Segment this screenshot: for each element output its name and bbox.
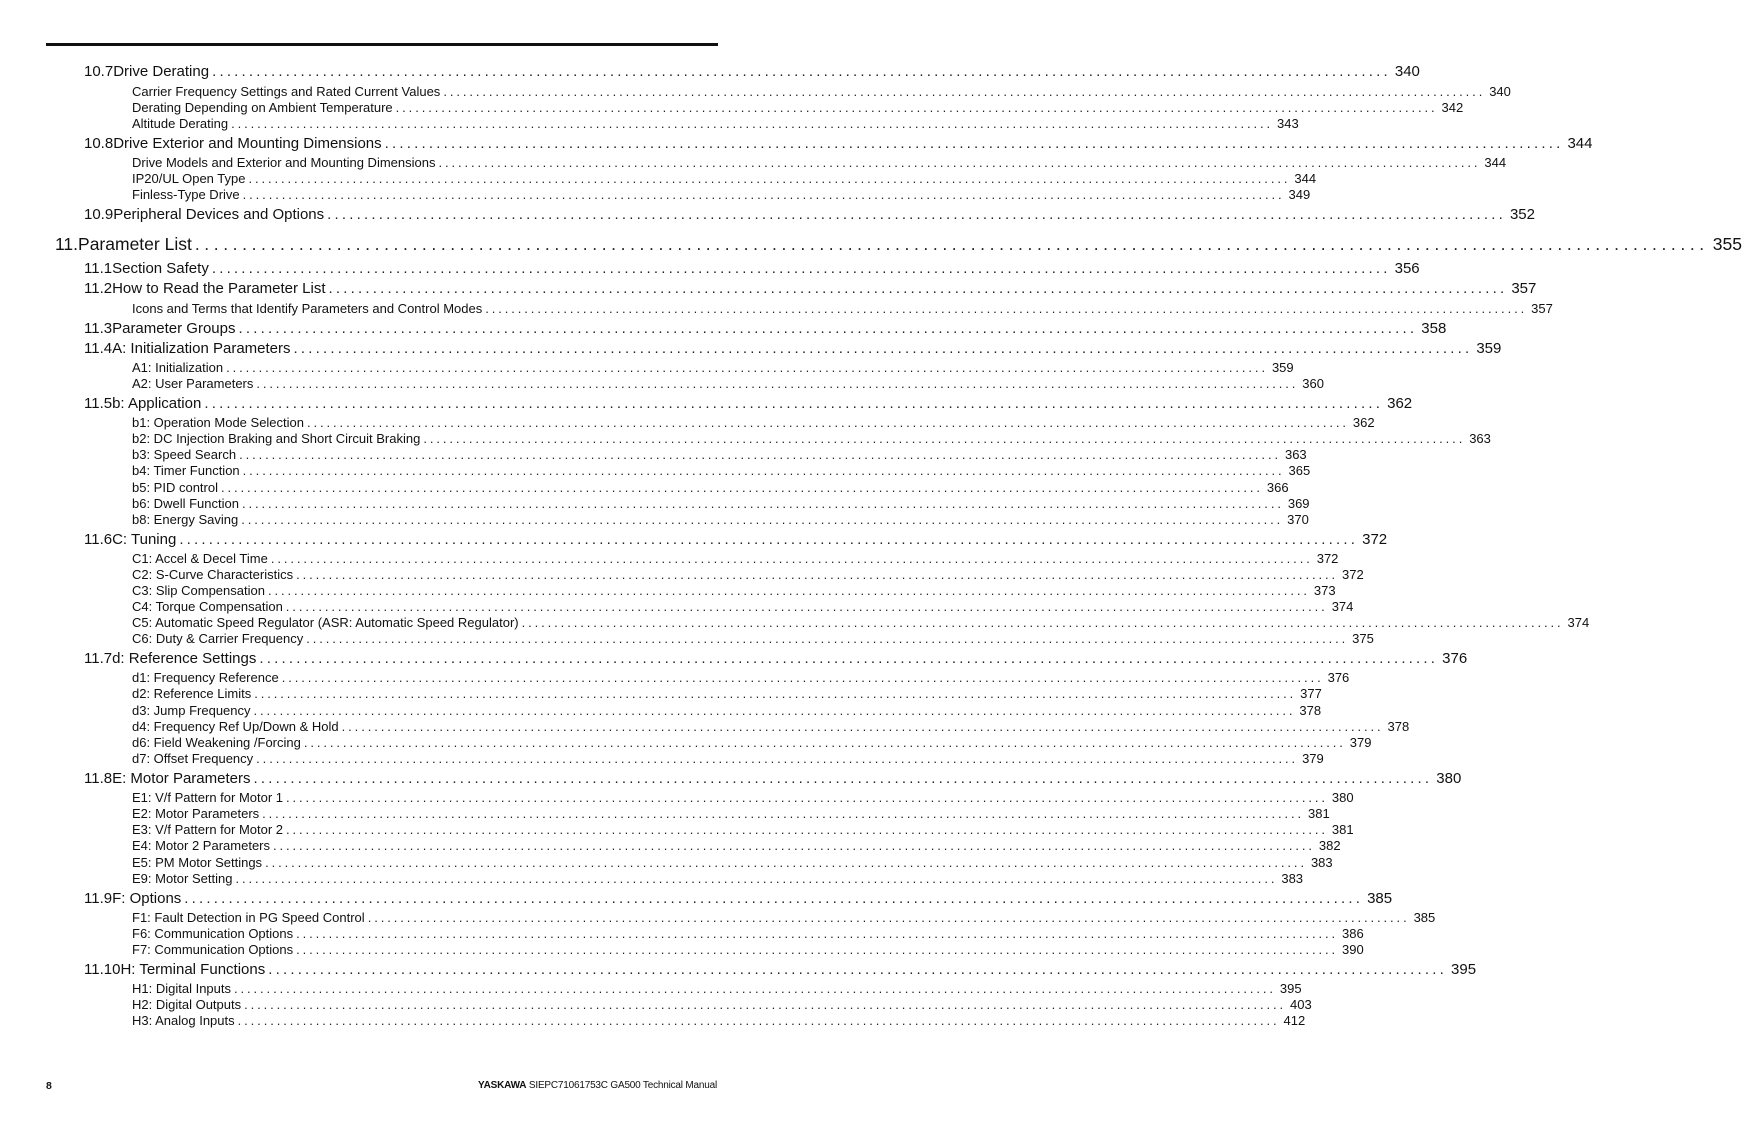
toc-entry-title: Icons and Terms that Identify Parameters and Control Modes [132, 301, 483, 316]
toc-entry-number: 10.9 [84, 206, 114, 223]
toc-entry-title: How to Read the Parameter List [112, 280, 326, 297]
toc-entry-section[interactable] [84, 260, 1420, 277]
toc-entry-page: 360 [1302, 376, 1324, 391]
toc-entry-sub[interactable] [132, 838, 1341, 853]
dot-leader: ................................................................................................................................................................ [253, 703, 1296, 718]
toc-entry-title: C2: S-Curve Characteristics [132, 567, 294, 582]
dot-leader: ................................................................................................................................................................ [384, 135, 1564, 152]
toc-entry-sub[interactable] [132, 926, 1364, 941]
toc-entry-sub[interactable] [132, 567, 1364, 582]
dot-leader: ................................................................................................................................................................ [521, 615, 1564, 630]
toc-entry-page: 352 [1509, 206, 1535, 223]
toc-entry-page: 374 [1331, 599, 1354, 614]
dot-leader: ................................................................................................................................................................ [253, 770, 1433, 787]
toc-entry-number: 11.8 [84, 770, 113, 787]
toc-entry-page: 362 [1387, 395, 1413, 412]
toc-entry-number: 11. [55, 234, 79, 254]
toc-entry-number: 11.4 [84, 340, 113, 357]
toc-entry-page: 375 [1352, 631, 1374, 646]
toc-entry-sub[interactable] [132, 480, 1289, 495]
toc-entry-page: 357 [1531, 301, 1553, 316]
toc-entry-page: 381 [1308, 806, 1330, 821]
dot-leader: ................................................................................................................................................................ [262, 806, 1305, 821]
dot-leader: ................................................................................................................................................................ [212, 63, 1391, 80]
dot-leader: ................................................................................................................................................................ [244, 997, 1286, 1012]
toc-entry-section[interactable] [84, 531, 1388, 548]
toc-entry-title: E5: PM Motor Settings [132, 855, 263, 870]
toc-entry-sub[interactable] [132, 1013, 1306, 1028]
toc-entry-title: Drive Derating [113, 63, 210, 80]
toc-entry-page: 377 [1300, 686, 1322, 701]
toc-entry-page: 383 [1310, 855, 1333, 870]
toc-entry-section[interactable] [84, 890, 1393, 907]
toc-entry-page: 344 [1484, 155, 1507, 170]
dot-leader: ................................................................................................................................................................ [296, 567, 1338, 582]
dot-leader: ................................................................................................................................................................ [237, 1013, 1280, 1028]
dot-leader: ................................................................................................................................................................ [485, 301, 1528, 316]
toc-entry-title: d: Reference Settings [112, 650, 257, 667]
toc-entry-sub[interactable] [132, 599, 1354, 614]
toc-entry-title: b4: Timer Function [132, 463, 240, 478]
toc-entry-title: b3: Speed Search [132, 447, 237, 462]
dot-leader: ................................................................................................................................................................ [423, 431, 1466, 446]
dot-leader: ................................................................................................................................................................ [281, 670, 1324, 685]
toc-entry-title: b2: DC Injection Braking and Short Circuit Braking [132, 431, 421, 446]
top-rule [46, 43, 718, 46]
toc-entry-title: F6: Communication Options [132, 926, 294, 941]
toc-entry-section[interactable] [84, 770, 1462, 787]
toc-entry-title: Drive Exterior and Mounting Dimensions [113, 135, 382, 152]
toc-entry-page: 365 [1288, 463, 1311, 478]
toc-entry-sub[interactable] [132, 360, 1294, 375]
toc-entry-sub[interactable] [132, 855, 1333, 870]
toc-entry-title: E: Motor Parameters [112, 770, 251, 787]
toc-entry-title: Parameter Groups [112, 320, 236, 337]
dot-leader: ................................................................................................................................................................ [296, 926, 1339, 941]
toc-entry-page: 343 [1277, 116, 1299, 131]
toc-entry-title: C: Tuning [112, 531, 177, 548]
toc-entry-title: H1: Digital Inputs [132, 981, 231, 996]
dot-leader: ................................................................................................................................................................ [328, 280, 1508, 297]
dot-leader: ................................................................................................................................................................ [327, 206, 1506, 223]
toc-entry-section[interactable] [84, 63, 1420, 80]
toc-entry-title: E4: Motor 2 Parameters [132, 838, 270, 853]
dot-leader: ................................................................................................................................................................ [256, 751, 1299, 766]
toc-entry-title: d7: Offset Frequency [132, 751, 254, 766]
toc-entry-page: 382 [1318, 838, 1341, 853]
toc-entry-section[interactable] [84, 395, 1413, 412]
toc-entry-title: Parameter List [78, 234, 192, 254]
toc-entry-title: b1: Operation Mode Selection [132, 415, 304, 430]
toc-entry-sub[interactable] [132, 997, 1312, 1012]
toc-entry-title: Section Safety [112, 260, 209, 277]
toc-entry-page: 366 [1266, 480, 1289, 495]
toc-entry-title: b6: Dwell Function [132, 496, 239, 511]
toc-entry-page: 390 [1342, 942, 1364, 957]
toc-entry-title: d1: Frequency Reference [132, 670, 279, 685]
dot-leader: ................................................................................................................................................................ [268, 961, 1448, 978]
toc-entry-page: 376 [1327, 670, 1350, 685]
toc-entry-page: 403 [1290, 997, 1312, 1012]
toc-entry-title: b5: PID control [132, 480, 218, 495]
toc-entry-page: 344 [1294, 171, 1317, 186]
dot-leader: ................................................................................................................................................................ [184, 890, 1364, 907]
toc-entry-sub[interactable] [132, 447, 1307, 462]
toc-entry-page: 374 [1567, 615, 1590, 630]
toc-entry-title: A2: User Parameters [132, 376, 254, 391]
dot-leader: ................................................................................................................................................................ [270, 551, 1313, 566]
dot-leader: ................................................................................................................................................................ [221, 480, 1263, 495]
toc-entry-section[interactable] [84, 135, 1593, 152]
toc-entry-page: 379 [1349, 735, 1372, 750]
toc-entry-page: 380 [1436, 770, 1462, 787]
toc-entry-page: 379 [1302, 751, 1324, 766]
toc-entry-number: 11.1 [84, 260, 113, 277]
toc-entry-page: 395 [1451, 961, 1477, 978]
dot-leader: ................................................................................................................................................................ [306, 631, 1349, 646]
toc-entry-sub[interactable] [132, 790, 1354, 805]
toc-entry-title: b: Application [112, 395, 202, 412]
toc-entry-sub[interactable] [132, 981, 1302, 996]
dot-leader: ................................................................................................................................................................ [438, 155, 1481, 170]
dot-leader: ................................................................................................................................................................ [238, 320, 1418, 337]
toc-entry-sub[interactable] [132, 806, 1330, 821]
toc-entry-sub[interactable] [132, 301, 1553, 316]
toc-entry-section[interactable] [84, 340, 1502, 357]
dot-leader: ................................................................................................................................................................ [267, 583, 1310, 598]
toc-entry-page: 372 [1362, 531, 1388, 548]
toc-entry-page: 376 [1442, 650, 1468, 667]
toc-entry-sub[interactable] [132, 719, 1410, 734]
toc-entry-number: 11.6 [84, 531, 113, 548]
toc-entry-sub[interactable] [132, 100, 1464, 115]
dot-leader: ................................................................................................................................................................ [286, 790, 1328, 805]
page-number: 8 [46, 1080, 52, 1092]
dot-leader: ................................................................................................................................................................ [285, 599, 1328, 614]
toc-entry-number: 11.5 [84, 395, 113, 412]
toc-entry-page: 378 [1299, 703, 1322, 718]
toc-entry-section[interactable] [84, 320, 1447, 337]
toc-entry-chapter[interactable] [55, 234, 1742, 255]
toc-entry-title: Drive Models and Exterior and Mounting Dimensions [132, 155, 436, 170]
dot-leader: ................................................................................................................................................................ [254, 686, 1297, 701]
toc-entry-title: A: Initialization Parameters [112, 340, 291, 357]
dot-leader: ................................................................................................................................................................ [273, 838, 1315, 853]
toc-entry-section[interactable] [84, 961, 1477, 978]
dot-leader: ................................................................................................................................................................ [286, 822, 1328, 837]
toc-entry-page: 363 [1284, 447, 1307, 462]
dot-leader: ................................................................................................................................................................ [395, 100, 1438, 115]
dot-leader: ................................................................................................................................................................ [443, 84, 1486, 99]
toc-entry-sub[interactable] [132, 496, 1310, 511]
toc-entry-page: 380 [1331, 790, 1354, 805]
toc-entry-title: C6: Duty & Carrier Frequency [132, 631, 304, 646]
toc-entry-section[interactable] [84, 650, 1468, 667]
dot-leader: ................................................................................................................................................................ [235, 871, 1278, 886]
toc-entry-page: 363 [1469, 431, 1491, 446]
toc-entry-sub[interactable] [132, 376, 1324, 391]
toc-entry-page: 395 [1279, 981, 1302, 996]
toc-entry-title: A1: Initialization [132, 360, 224, 375]
toc-entry-sub[interactable] [132, 703, 1322, 718]
dot-leader: ................................................................................................................................................................ [296, 942, 1339, 957]
toc-entry-page: 369 [1287, 496, 1310, 511]
toc-entry-page: 358 [1421, 320, 1447, 337]
toc-entry-title: E2: Motor Parameters [132, 806, 260, 821]
toc-entry-page: 349 [1288, 187, 1311, 202]
toc-entry-sub[interactable] [132, 615, 1590, 630]
dot-leader: ................................................................................................................................................................ [234, 981, 1276, 996]
toc-entry-title: b8: Energy Saving [132, 512, 239, 527]
toc-entry-sub[interactable] [132, 670, 1350, 685]
toc-entry-title: Derating Depending on Ambient Temperature [132, 100, 393, 115]
toc-entry-sub[interactable] [132, 551, 1339, 566]
toc-entry-title: Finless-Type Drive [132, 187, 240, 202]
toc-entry-page: 385 [1413, 910, 1436, 925]
toc-entry-sub[interactable] [132, 171, 1317, 186]
toc-entry-title: F1: Fault Detection in PG Speed Control [132, 910, 365, 925]
dot-leader: ................................................................................................................................................................ [259, 650, 1439, 667]
toc-entry-title: d3: Jump Frequency [132, 703, 251, 718]
toc-entry-page: 373 [1313, 583, 1336, 598]
toc-entry-title: E3: V/f Pattern for Motor 2 [132, 822, 284, 837]
toc-entry-number: 10.7 [84, 63, 114, 80]
toc-entry-sub[interactable] [132, 187, 1311, 202]
toc-entry-page: 386 [1342, 926, 1364, 941]
toc-entry-page: 362 [1352, 415, 1375, 430]
toc-entry-title: F: Options [112, 890, 182, 907]
toc-entry-title: H3: Analog Inputs [132, 1013, 235, 1028]
toc-entry-page: 383 [1281, 871, 1304, 886]
toc-entry-page: 372 [1316, 551, 1339, 566]
toc-entry-title: C4: Torque Compensation [132, 599, 283, 614]
manual-id: SIEPC71061753C GA500 Technical Manual [528, 1080, 717, 1091]
toc-entry-title: H2: Digital Outputs [132, 997, 242, 1012]
toc-entry-page: 412 [1283, 1013, 1306, 1028]
toc-entry-sub[interactable] [132, 871, 1304, 886]
toc-entry-sub[interactable] [132, 512, 1309, 527]
dot-leader: ................................................................................................................................................................ [204, 395, 1384, 412]
dot-leader: ................................................................................................................................................................ [241, 496, 1284, 511]
toc-entry-number: 11.10 [84, 961, 121, 978]
toc-entry-page: 372 [1342, 567, 1364, 582]
toc-entry-number: 11.7 [84, 650, 113, 667]
toc-entry-title: E9: Motor Setting [132, 871, 233, 886]
toc-entry-page: 370 [1287, 512, 1309, 527]
dot-leader: ................................................................................................................................................................ [242, 187, 1285, 202]
toc-entry-title: Carrier Frequency Settings and Rated Current Values [132, 84, 441, 99]
toc-entry-title: d4: Frequency Ref Up/Down & Hold [132, 719, 339, 734]
brand-name: YASKAWA [478, 1080, 527, 1091]
dot-leader: ................................................................................................................................................................ [256, 376, 1299, 391]
toc-entry-page: 359 [1271, 360, 1294, 375]
dot-leader: ................................................................................................................................................................ [367, 910, 1410, 925]
toc-entry-title: d2: Reference Limits [132, 686, 252, 701]
dot-leader: ................................................................................................................................................................ [307, 415, 1349, 430]
toc-entry-title: Altitude Derating [132, 116, 229, 131]
toc-entry-sub[interactable] [132, 822, 1354, 837]
toc-entry-title: Peripheral Devices and Options [113, 206, 325, 223]
dot-leader: ................................................................................................................................................................ [239, 447, 1281, 462]
toc-entry-page: 342 [1441, 100, 1464, 115]
toc-entry-title: H: Terminal Functions [120, 961, 266, 978]
toc-entry-title: C5: Automatic Speed Regulator (ASR: Automatic Speed Regulator) [132, 615, 519, 630]
toc-entry-sub[interactable] [132, 155, 1507, 170]
toc-entry-sub[interactable] [132, 631, 1374, 646]
toc-entry-sub[interactable] [132, 942, 1364, 957]
toc-entry-title: C1: Accel & Decel Time [132, 551, 268, 566]
toc-entry-number: 11.2 [84, 280, 113, 297]
footer-manual-title [478, 1080, 717, 1091]
dot-leader: ................................................................................................................................................................ [293, 340, 1473, 357]
toc-entry-page: 340 [1489, 84, 1511, 99]
toc-entry-page: 385 [1367, 890, 1393, 907]
dot-leader: ................................................................................................................................................................ [248, 171, 1291, 186]
toc-entry-page: 357 [1511, 280, 1537, 297]
toc-entry-sub[interactable] [132, 751, 1324, 766]
dot-leader: ................................................................................................................................................................ [231, 116, 1274, 131]
toc-entry-page: 359 [1476, 340, 1502, 357]
toc-entry-sub[interactable] [132, 735, 1372, 750]
toc-entry-page: 378 [1387, 719, 1410, 734]
dot-leader: ................................................................................................................................................................ [179, 531, 1359, 548]
dot-leader: ................................................................................................................................................................ [242, 463, 1285, 478]
toc-entry-page: 355 [1712, 234, 1742, 254]
toc-entry-title: F7: Communication Options [132, 942, 294, 957]
toc-entry-section[interactable] [84, 206, 1535, 223]
toc-entry-title: E1: V/f Pattern for Motor 1 [132, 790, 284, 805]
dot-leader: ................................................................................................................................................................ [241, 512, 1284, 527]
toc-entry-sub[interactable] [132, 84, 1511, 99]
toc-entry-title: IP20/UL Open Type [132, 171, 246, 186]
dot-leader: ................................................................................................................................................................ [341, 719, 1384, 734]
toc-entry-section[interactable] [84, 280, 1537, 297]
toc-entry-page: 344 [1567, 135, 1593, 152]
dot-leader: ................................................................................................................................................................ [265, 855, 1307, 870]
toc-entry-page: 356 [1394, 260, 1420, 277]
toc-entry-sub[interactable] [132, 116, 1299, 131]
dot-leader: ................................................................................................................................................................ [211, 260, 1391, 277]
dot-leader: ................................................................................................................................................................ [303, 735, 1346, 750]
toc-entry-sub[interactable] [132, 910, 1436, 925]
toc-entry-number: 10.8 [84, 135, 114, 152]
toc-entry-sub[interactable] [132, 431, 1491, 446]
toc-entry-sub[interactable] [132, 463, 1311, 478]
toc-entry-sub[interactable] [132, 686, 1322, 701]
dot-leader: ................................................................................................................................................................ [226, 360, 1268, 375]
toc-entry-title: C3: Slip Compensation [132, 583, 265, 598]
toc-entry-number: 11.9 [84, 890, 113, 907]
toc-entry-page: 381 [1331, 822, 1354, 837]
toc-entry-sub[interactable] [132, 415, 1375, 430]
dot-leader: ................................................................................................................................................................ [194, 234, 1709, 254]
toc-entry-page: 340 [1394, 63, 1420, 80]
toc-entry-sub[interactable] [132, 583, 1336, 598]
toc-entry-number: 11.3 [84, 320, 113, 337]
toc-entry-title: d6: Field Weakening /Forcing [132, 735, 301, 750]
